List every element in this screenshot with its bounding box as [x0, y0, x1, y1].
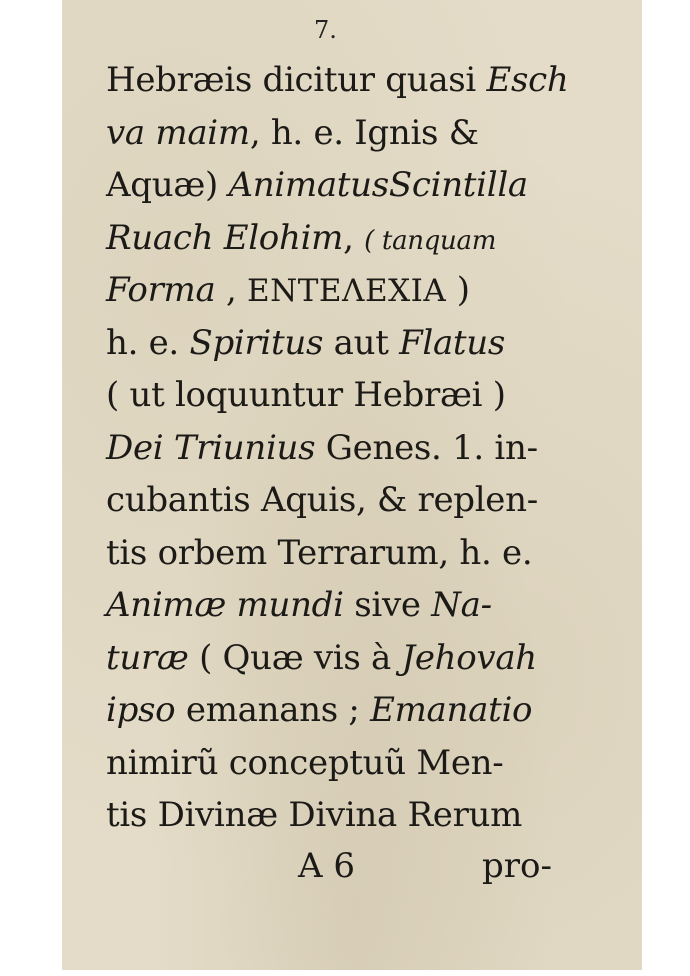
page-number: 7. — [314, 16, 337, 44]
text-line — [106, 369, 626, 422]
text-run: , — [343, 217, 365, 258]
text-block — [106, 54, 626, 842]
text-line — [106, 579, 626, 632]
text-run: ( tanquam — [364, 225, 497, 256]
book-page — [62, 0, 642, 970]
text-run: Animæ mundi — [106, 585, 344, 625]
text-line — [106, 317, 626, 370]
text-run: ipso — [106, 690, 176, 730]
text-run: ( ut loquuntur Hebræi ) — [106, 375, 506, 415]
text-run: sive — [343, 585, 432, 625]
text-run: Hebræis dicitur quasi — [106, 60, 487, 100]
text-run: ΕΝΤΕΛΕΧΙΑ — [247, 273, 447, 309]
text-run: Emanatio — [370, 690, 533, 730]
text-run: ) — [446, 270, 470, 310]
text-run: Na- — [431, 585, 492, 625]
text-run: Ruach Elohim — [106, 217, 344, 258]
text-run: Genes. 1. in- — [315, 427, 538, 468]
text-run: Spiritus — [189, 322, 324, 363]
text-run: nimirũ conceptuũ Men- — [106, 742, 504, 783]
catchword: pro- — [482, 846, 552, 886]
text-run: h. e. — [106, 322, 190, 363]
text-line — [106, 527, 626, 580]
text-run: , h. e. Ignis & — [249, 112, 479, 153]
text-run: AnimatusScintilla — [228, 165, 528, 205]
text-line — [106, 737, 626, 790]
text-run: Esch — [486, 60, 569, 100]
text-run: Jehovah — [401, 637, 537, 678]
text-run: turæ — [106, 637, 189, 678]
text-run: aut — [323, 322, 400, 363]
text-run: Aquæ) — [106, 165, 229, 205]
text-line — [106, 107, 626, 160]
text-line — [106, 264, 626, 317]
text-line — [106, 422, 626, 475]
text-line — [106, 789, 626, 842]
text-run: tis Divinæ Divina Rerum — [106, 795, 523, 835]
text-line — [106, 474, 626, 527]
text-run: va maim — [106, 112, 250, 153]
text-run: ( Quæ vis à — [188, 637, 402, 678]
text-run: cubantis Aquis, & replen- — [106, 480, 538, 520]
footer-line — [298, 846, 618, 886]
text-line — [106, 212, 626, 265]
text-run: emanans ; — [175, 690, 371, 730]
text-run: Forma — [106, 270, 216, 310]
text-line — [106, 54, 626, 107]
text-line — [106, 632, 626, 685]
text-line — [106, 684, 626, 737]
text-run: , — [215, 270, 247, 310]
text-run: Dei Triunius — [106, 427, 316, 468]
text-line — [106, 159, 626, 212]
text-run: tis orbem Terrarum, h. e. — [106, 532, 533, 573]
text-run: Flatus — [399, 322, 506, 363]
signature-mark: A 6 — [298, 846, 355, 886]
